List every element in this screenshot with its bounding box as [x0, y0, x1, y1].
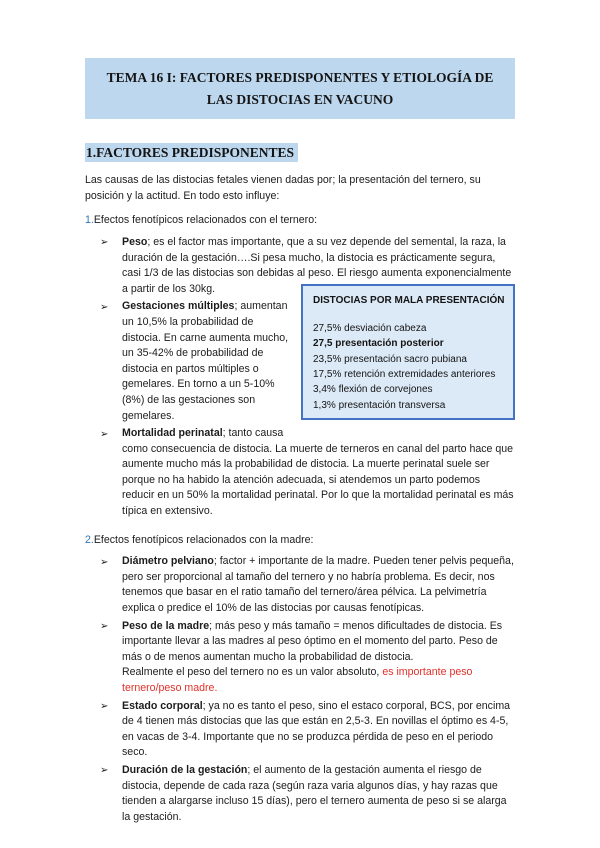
info-box-item: 27,5 presentación posterior [313, 338, 444, 350]
group-2-number: 2. [85, 533, 94, 546]
title-banner [85, 58, 515, 119]
info-box-item: 1,3% presentación transversa [313, 399, 446, 411]
bullet-arrow-icon: ➢ [100, 428, 109, 440]
bullet-text: Peso; es el factor mas importante, que a su vez depende del semental, la raza, la duración de la gestación….Si pesa mucho, la distocia es prácticamente segura, casi 1/3 de las distocias son debidas al peso. El riesgo aumenta exponencialmente a partir de los 30kg. [122, 235, 512, 295]
group-1-label [85, 213, 515, 229]
bullet-text: Duración de la gestación; el aumento de la gestación aumenta el riesgo de distocia, depende de cada raza (según raza varia algunos días, y hay razas que tienden a alargarse incluso 15 días), pero el ternero aumenta de peso si se alarga la gestación. [122, 763, 507, 823]
bullet-text: Diámetro pelviano; factor + importante de la madre. Pueden tener pelvis pequeña, pero ser proporcional al tamaño del ternero y no habría problema. Es decir, nos tenemos que basar en el ratio tamaño del ternero/área pélvica. La pelvimetría explica o predice el 10% de las distocias por causas fenotípicas. [122, 555, 514, 615]
info-box-item: 23,5% presentación sacro pubiana [313, 353, 467, 365]
bullet-arrow-icon: ➢ [100, 701, 109, 713]
group-2-label [85, 533, 515, 549]
document-title: TEMA 16 I: FACTORES PREDISPONENTES Y ETIOLOGÍA DE LAS DISTOCIAS EN VACUNO [106, 70, 494, 107]
bullet-item-mortalidad-perinatal [100, 426, 515, 520]
bullet-arrow-icon: ➢ [100, 237, 109, 249]
bullet-text: Mortalidad perinatal; tanto causa como consecuencia de distocia. La muerte de terneros en canal del parto hace que aumente mucho más la probabilidad de distocia. La muerte perinatal suele ser porque no ha habido la atención adecuada, si atendemos un parto podemos reducir en un 50% la mortalidad perinatal. Por lo que la mortalidad perinatal es más típica en extensivo. [122, 427, 514, 518]
bullet-text: Estado corporal; ya no es tanto el peso, sino el estaco corporal, BCS, por encima de 4 tienen más distocias que las que están en 2,5-3. En novillas el óptimo es 4-5, en vacas de 3-4. Importante que no se produzca pérdida de peso en el periodo seco. [122, 699, 511, 759]
bullet-item-duracion-gestacion [100, 763, 515, 825]
bullet-item-peso [100, 235, 515, 297]
group-2-list [85, 554, 515, 825]
info-box-item: 17,5% retención extremidades anteriores [313, 368, 496, 380]
bullet-arrow-icon: ➢ [100, 621, 109, 633]
intro-paragraph: Las causas de las distocias fetales vienen dadas por; la presentación del ternero, su posición y la actitud. En todo esto influye: [85, 174, 481, 202]
bullet-item-gestaciones-multiples [100, 299, 515, 424]
bullet-item-peso-madre [100, 619, 515, 697]
bullet-item-diametro-pelviano [100, 554, 515, 616]
group-1-number: 1. [85, 214, 94, 227]
bullet-arrow-icon: ➢ [100, 765, 109, 777]
bullet-arrow-icon: ➢ [100, 556, 109, 568]
bullet-arrow-icon: ➢ [100, 301, 109, 313]
info-box-title: DISTOCIAS POR MALA PRESENTACIÓN [313, 295, 505, 307]
group-1-title: Efectos fenotípicos relacionados con el ternero: [93, 214, 318, 227]
section-heading-text: 1.FACTORES PREDISPONENTES [85, 143, 298, 162]
bullet-text: Peso de la madre; más peso y más tamaño = menos dificultades de distocia. Es importante llevar a las madres al peso óptimo en el momento del parto. Peso de más o de menos aumentan mucho la probabilidad de distocia. Realmente el peso del ternero no es un valor absoluto, es importante peso ternero/peso madre. [122, 619, 503, 694]
info-box-item: 27,5% desviación cabeza [313, 322, 427, 334]
info-box-item: 3,4% flexión de corvejones [313, 384, 433, 396]
bullet-item-estado-corporal [100, 699, 515, 761]
group-2-title: Efectos fenotípicos relacionados con la madre: [93, 533, 314, 546]
bullet-text: Gestaciones múltiples; aumentan un 10,5% la probabilidad de distocia. En carne aumenta mucho, un 35-42% de probabilidad de distocia en partos múltiples o gemelares. En torno a un 5-10% (8%) de las gestaciones son gemelares. [122, 300, 289, 422]
group-1-list [85, 235, 515, 520]
section-heading [85, 145, 515, 161]
